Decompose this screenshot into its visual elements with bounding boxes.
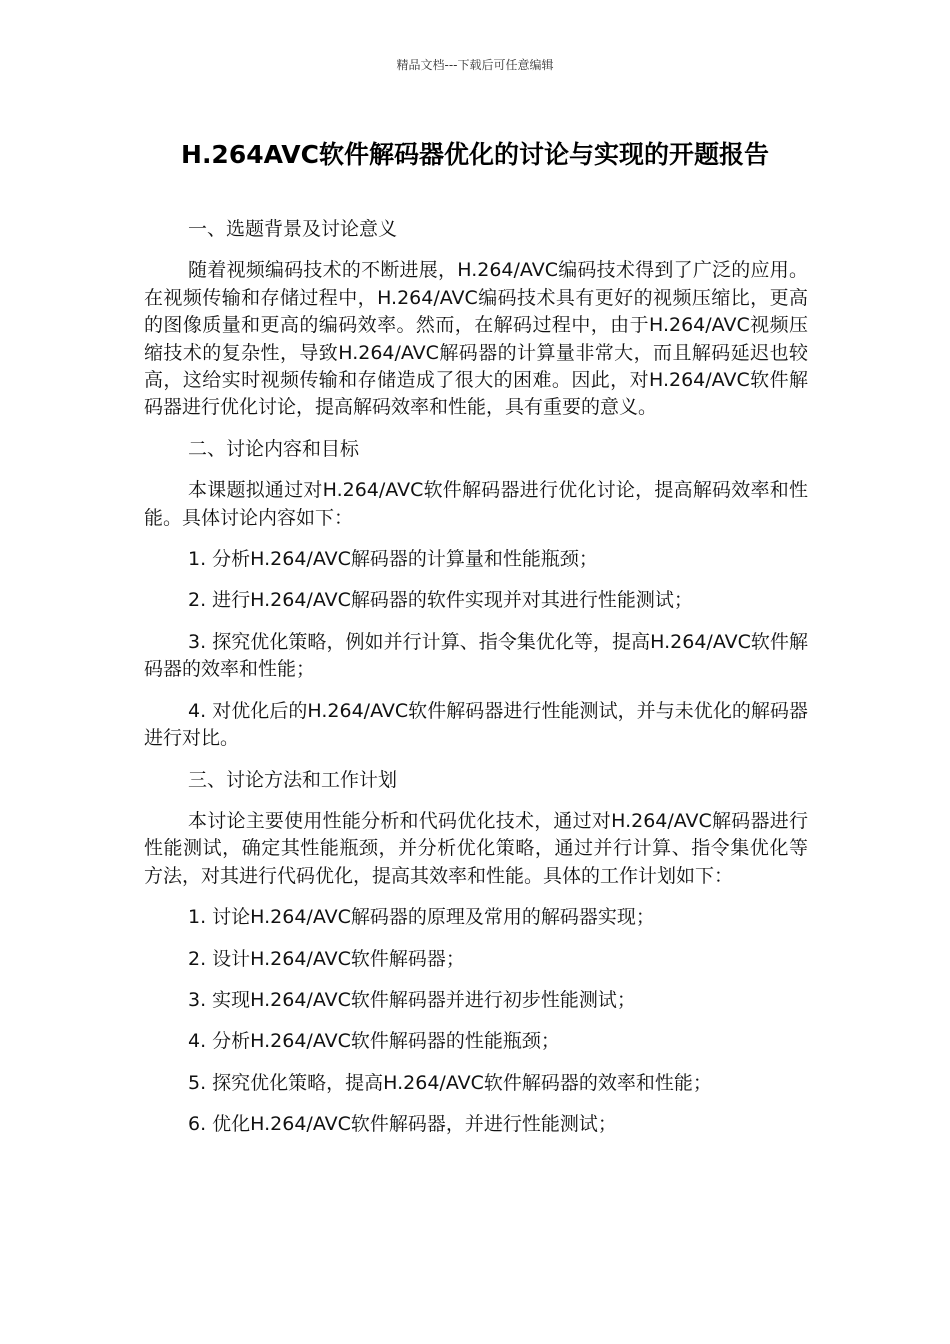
- paragraph: 随着视频编码技术的不断进展，H.264/AVC编码技术得到了广泛的应用。在视频传输和存储过程中，H.264/AVC编码技术具有更好的视频压缩比，更高的图像质量和更高的编码效率。然而，在解码过程中，由于H.264/AVC视频压缩技术的复杂性，导致H.264/AVC解码器的计算量非常大，而且解码延迟也较高，这给实时视频传输和存储造成了很大的困难。因此，对H.264/AVC软件解码器进行优化讨论，提高解码效率和性能，具有重要的意义。: [144, 259, 808, 419]
- list-item: 1. 讨论H.264/AVC解码器的原理及常用的解码器实现；: [188, 906, 655, 929]
- section-heading: 三、讨论方法和工作计划: [188, 768, 398, 791]
- list-item: 6. 优化H.264/AVC软件解码器，并进行性能测试；: [188, 1113, 617, 1136]
- document-body: [144, 216, 808, 1153]
- list-item: 3. 实现H.264/AVC软件解码器并进行初步性能测试；: [188, 988, 636, 1011]
- list-item: 4. 对优化后的H.264/AVC软件解码器进行性能测试，并与未优化的解码器进行对比。: [144, 699, 808, 750]
- list-item: 5. 探究优化策略，提高H.264/AVC软件解码器的效率和性能；: [188, 1071, 712, 1094]
- document-title: H.264AVC软件解码器优化的讨论与实现的开题报告: [181, 140, 769, 169]
- list-item: 3. 探究优化策略，例如并行计算、指令集优化等，提高H.264/AVC软件解码器的效率和性能；: [144, 630, 808, 681]
- list-item: 2. 进行H.264/AVC解码器的软件实现并对其进行性能测试；: [188, 589, 693, 612]
- section-heading: 二、讨论内容和目标: [188, 437, 360, 460]
- list-item: 1. 分析H.264/AVC解码器的计算量和性能瓶颈；: [188, 548, 598, 571]
- list-item: 2. 设计H.264/AVC软件解码器；: [188, 947, 465, 970]
- list-item: 4. 分析H.264/AVC软件解码器的性能瓶颈；: [188, 1030, 560, 1053]
- section-heading: 一、选题背景及讨论意义: [188, 218, 398, 240]
- paragraph: 本讨论主要使用性能分析和代码优化技术，通过对H.264/AVC解码器进行性能测试，确定其性能瓶颈，并分析优化策略，通过并行计算、指令集优化等方法，对其进行代码优化，提高其效率和性能。具体的工作计划如下：: [144, 809, 808, 887]
- paragraph: 本课题拟通过对H.264/AVC软件解码器进行优化讨论，提高解码效率和性能。具体讨论内容如下：: [144, 479, 808, 529]
- header-note: 精品文档---下载后可任意编辑: [396, 58, 554, 72]
